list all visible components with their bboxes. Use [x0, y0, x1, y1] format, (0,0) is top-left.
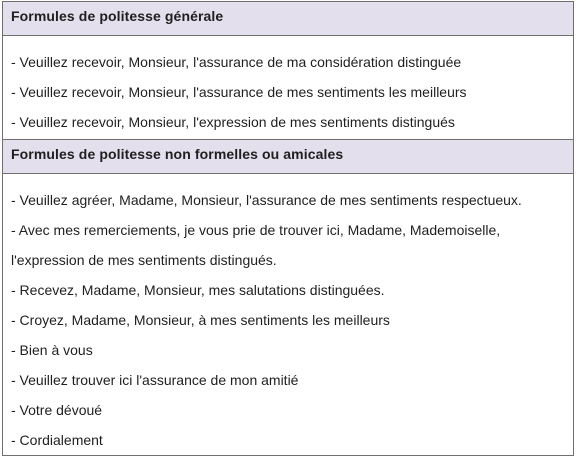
formula-line: - Votre dévoué	[11, 402, 103, 418]
formula-line: - Veuillez agréer, Madame, Monsieur, l'assurance de mes sentiments respectueux.	[11, 192, 522, 208]
formula-line-continuation: l'expression de mes sentiments distingués.	[11, 252, 277, 268]
formula-line: - Veuillez recevoir, Monsieur, l'assurance de ma considération distinguée	[11, 54, 462, 70]
formula-line: - Cordialement	[11, 432, 103, 448]
section-heading-informal: Formules de politesse non formelles ou amicales	[3, 139, 573, 174]
politeness-formulas-table	[2, 1, 574, 456]
formula-line: - Veuillez recevoir, Monsieur, l'assurance de mes sentiments les meilleurs	[11, 84, 467, 100]
section-body-general	[3, 36, 573, 139]
formula-line: - Croyez, Madame, Monsieur, à mes sentiments les meilleurs	[11, 312, 390, 328]
section-heading-general: Formules de politesse générale	[3, 2, 573, 36]
section-body-informal	[3, 174, 573, 455]
formula-line: - Recevez, Madame, Monsieur, mes salutations distinguées.	[11, 282, 385, 298]
formula-line: - Veuillez recevoir, Monsieur, l'expression de mes sentiments distingués	[11, 114, 455, 130]
formula-line: - Avec mes remerciements, je vous prie de trouver ici, Madame, Mademoiselle,	[11, 222, 501, 238]
formula-line: - Bien à vous	[11, 342, 93, 358]
formula-line: - Veuillez trouver ici l'assurance de mon amitié	[11, 372, 299, 388]
